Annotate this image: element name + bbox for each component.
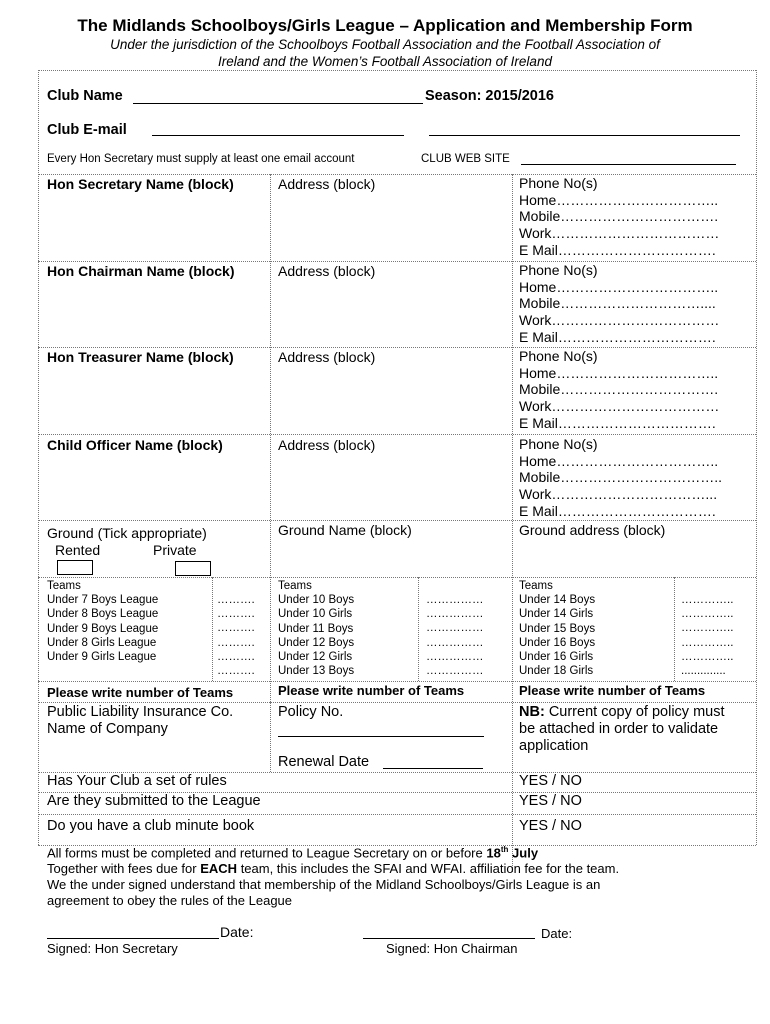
footer-line2-pre: Together with fees due for xyxy=(47,861,197,876)
team-count-field[interactable]: ………. xyxy=(217,636,255,649)
rules-answer-1[interactable]: YES / NO xyxy=(519,773,582,789)
team-label: Under 16 Girls xyxy=(519,650,594,663)
nb-line2: be attached in order to validate xyxy=(519,721,719,737)
child-officer-address-label: Address (block) xyxy=(278,437,376,453)
teams-col2-counts xyxy=(426,593,484,678)
policy-no-field[interactable] xyxy=(278,736,484,737)
teams-col1-labels xyxy=(47,579,158,664)
club-email-field-1[interactable] xyxy=(152,135,404,136)
hon-chairman-name-label: Hon Chairman Name (block) xyxy=(47,263,235,279)
signed-secretary-label: Signed: Hon Secretary xyxy=(47,941,178,956)
teams-col3-labels xyxy=(519,579,595,678)
phone-mobile[interactable]: Mobile………………………….... xyxy=(519,295,716,312)
footer-line2-post: team, this includes the SFAI and WFAI. affiliation fee for the team. xyxy=(240,861,620,876)
phone-mobile[interactable]: Mobile……………………………. xyxy=(519,208,719,225)
team-count-field[interactable]: ………. xyxy=(217,594,255,606)
team-count-field[interactable]: …………… xyxy=(426,664,484,677)
season-label: Season: 2015/2016 xyxy=(425,88,554,104)
rules-answer-3[interactable]: YES / NO xyxy=(519,818,582,834)
phone-home[interactable]: Home…………………………….. xyxy=(519,452,719,469)
email-line[interactable]: E Mail……………………………. xyxy=(519,502,716,519)
rules-question-1: Has Your Club a set of rules xyxy=(47,773,227,789)
form-subtitle-line1: Under the jurisdiction of the Schoolboys Football Association and the Football Association of xyxy=(110,37,660,52)
phone-work[interactable]: Work……………………………… xyxy=(519,225,720,242)
nb-line3: application xyxy=(519,738,589,754)
email-line[interactable]: E Mail……………………………. xyxy=(519,414,716,431)
phone-title: Phone No(s) xyxy=(519,436,598,452)
footer-line1 xyxy=(47,845,538,860)
teams-col2-labels xyxy=(278,579,354,678)
team-count-field[interactable]: …………… xyxy=(426,636,484,649)
deadline-month: July xyxy=(512,845,539,861)
team-count-field[interactable]: ………. xyxy=(217,650,255,663)
team-count-field[interactable]: …………… xyxy=(426,650,484,663)
team-count-field[interactable]: .............. xyxy=(681,664,726,677)
club-web-site-field[interactable] xyxy=(521,164,736,165)
nb-line1 xyxy=(519,704,725,720)
team-label: Under 13 Boys xyxy=(278,665,355,678)
chairman-signature-field[interactable] xyxy=(363,938,535,939)
ground-address-label: Ground address (block) xyxy=(519,522,666,538)
team-label: Under 10 Boys xyxy=(278,594,355,607)
ground-name-label: Ground Name (block) xyxy=(278,522,412,538)
phone-title: Phone No(s) xyxy=(519,262,598,278)
teams-heading: Teams xyxy=(47,580,81,592)
team-count-field[interactable]: ………….. xyxy=(681,650,734,663)
team-label: Under 8 Girls League xyxy=(47,636,157,649)
nb-text: Current copy of policy must xyxy=(548,704,725,720)
phone-home[interactable]: Home…………………………….. xyxy=(519,278,719,295)
ground-rented-label: Rented xyxy=(55,542,101,558)
phone-home[interactable]: Home…………………………….. xyxy=(519,191,719,208)
hon-secretary-phones xyxy=(519,175,719,258)
team-label: Under 14 Girls xyxy=(519,608,594,621)
team-count-field[interactable]: ………. xyxy=(217,664,255,677)
team-count-field[interactable]: ………….. xyxy=(681,608,734,621)
form-subtitle-line2: Ireland and the Women’s Football Association of Ireland xyxy=(218,54,552,69)
club-email-field-2[interactable] xyxy=(429,135,740,136)
email-line[interactable]: E Mail……………………………. xyxy=(519,328,716,345)
write-number-teams-2: Please write number of Teams xyxy=(278,683,465,698)
team-count-field[interactable]: …………… xyxy=(426,594,484,606)
phone-mobile[interactable]: Mobile…………………………….. xyxy=(519,469,723,486)
club-email-label: Club E-mail xyxy=(47,122,127,138)
club-web-site-label: CLUB WEB SITE xyxy=(421,153,510,165)
rules-question-2: Are they submitted to the League xyxy=(47,793,261,809)
team-label: Under 10 Girls xyxy=(278,608,353,621)
secretary-date-label: Date: xyxy=(220,924,254,940)
team-count-field[interactable]: …………… xyxy=(426,622,484,635)
write-number-teams-3: Please write number of Teams xyxy=(519,683,706,698)
team-label: Under 9 Boys League xyxy=(47,622,159,635)
phone-mobile[interactable]: Mobile……………………………. xyxy=(519,381,719,398)
team-label: Under 7 Boys League xyxy=(47,594,159,607)
private-checkbox[interactable] xyxy=(175,561,211,576)
team-label: Under 8 Boys League xyxy=(47,608,159,621)
footer-line4: agreement to obey the rules of the League xyxy=(47,893,293,908)
phone-work[interactable]: Work……………………………… xyxy=(519,312,720,329)
phone-title: Phone No(s) xyxy=(519,175,598,191)
hon-chairman-phones xyxy=(519,262,719,345)
team-label: Under 15 Boys xyxy=(519,622,596,635)
form-title: The Midlands Schoolboys/Girls League – Application and Membership Form xyxy=(77,16,693,35)
rules-question-3: Do you have a club minute book xyxy=(47,818,255,834)
phone-work[interactable]: Work……………………………… xyxy=(519,398,720,415)
hon-chairman-address-label: Address (block) xyxy=(278,263,376,279)
phone-work[interactable]: Work……………………………... xyxy=(519,486,718,503)
renewal-date-field[interactable] xyxy=(383,768,483,769)
insurance-label-line2: Name of Company xyxy=(47,721,168,737)
deadline-day: 18 xyxy=(486,845,501,861)
child-officer-name-label: Child Officer Name (block) xyxy=(47,437,223,453)
nb-bold: NB: xyxy=(519,704,545,720)
club-name-label: Club Name xyxy=(47,88,123,104)
team-count-field[interactable]: ………….. xyxy=(681,622,734,635)
email-line[interactable]: E Mail……………………………. xyxy=(519,241,716,258)
chairman-date-label: Date: xyxy=(541,926,573,941)
team-label: Under 16 Boys xyxy=(519,636,596,649)
team-count-field[interactable]: ………….. xyxy=(681,636,734,649)
write-number-teams-1: Please write number of Teams xyxy=(47,685,234,700)
footer-line2 xyxy=(47,861,619,876)
club-name-field[interactable] xyxy=(133,103,423,104)
team-count-field[interactable]: ………….. xyxy=(681,594,734,606)
renewal-date-label: Renewal Date xyxy=(278,754,370,770)
policy-no-label: Policy No. xyxy=(278,704,344,720)
teams-col1-counts xyxy=(217,593,255,678)
phone-home[interactable]: Home…………………………….. xyxy=(519,364,719,381)
phone-title: Phone No(s) xyxy=(519,348,598,364)
child-officer-phones xyxy=(519,436,722,519)
hon-secretary-name-label: Hon Secretary Name (block) xyxy=(47,176,234,192)
hon-treasurer-name-label: Hon Treasurer Name (block) xyxy=(47,349,234,365)
footer-line3: We the under signed understand that membership of the Midland Schoolboys/Girls League is an xyxy=(47,877,601,892)
rules-answer-2[interactable]: YES / NO xyxy=(519,793,582,809)
team-label: Under 12 Girls xyxy=(278,650,353,663)
teams-col3-counts xyxy=(681,593,733,678)
footer-line2-each: EACH xyxy=(200,861,238,876)
hon-secretary-address-label: Address (block) xyxy=(278,176,376,192)
ground-private-label: Private xyxy=(153,542,197,558)
team-count-field[interactable]: ………. xyxy=(217,608,255,621)
email-note: Every Hon Secretary must supply at least one email account xyxy=(47,153,355,165)
signed-chairman-label: Signed: Hon Chairman xyxy=(386,941,518,956)
ground-tick-label: Ground (Tick appropriate) xyxy=(47,525,207,541)
insurance-label-line1: Public Liability Insurance Co. xyxy=(47,704,234,720)
team-label: Under 11 Boys xyxy=(278,622,354,635)
team-count-field[interactable]: …………… xyxy=(426,608,484,621)
team-label: Under 18 Girls xyxy=(519,665,594,678)
hon-treasurer-address-label: Address (block) xyxy=(278,349,376,365)
hon-treasurer-phones xyxy=(519,348,719,431)
footer-line1-text: All forms must be completed and returned to League Secretary on or before xyxy=(47,845,483,861)
rented-checkbox[interactable] xyxy=(57,560,93,575)
team-label: Under 9 Girls League xyxy=(47,650,157,663)
team-label: Under 12 Boys xyxy=(278,636,355,649)
team-count-field[interactable]: ………. xyxy=(217,622,255,635)
team-label: Under 14 Boys xyxy=(519,594,596,607)
teams-heading: Teams xyxy=(278,580,312,592)
teams-heading: Teams xyxy=(519,580,553,592)
secretary-signature-field[interactable] xyxy=(47,938,219,939)
deadline-suffix: th xyxy=(500,845,509,854)
